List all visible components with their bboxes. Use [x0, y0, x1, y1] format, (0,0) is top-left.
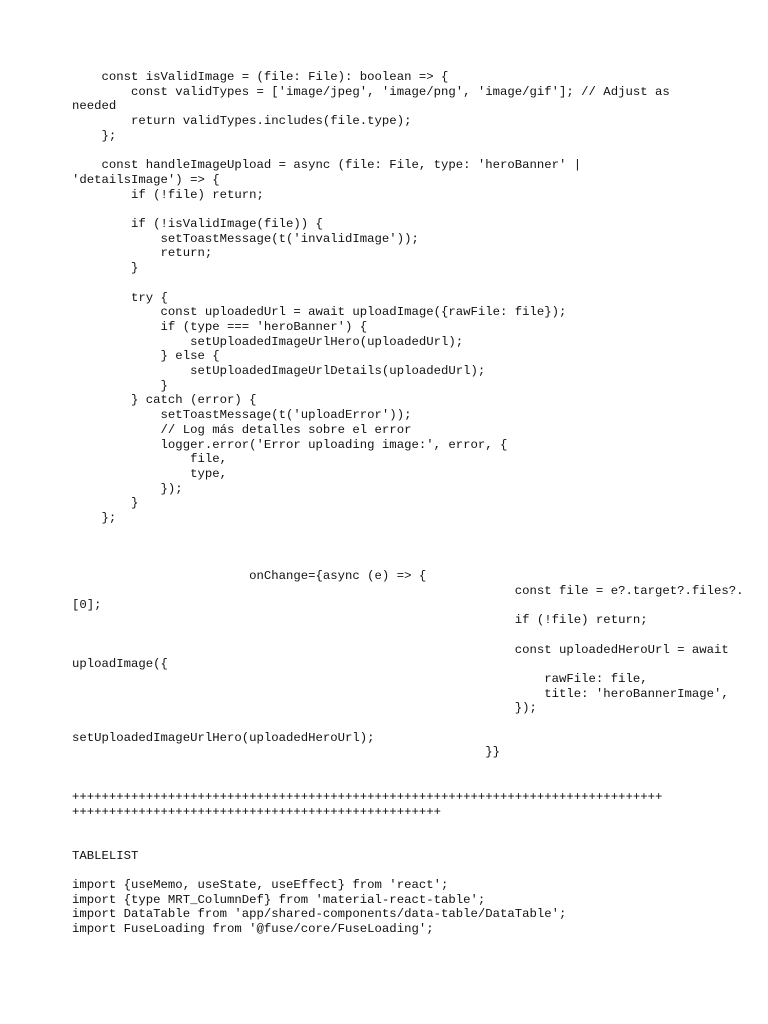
- code-block-validate-upload: const isValidImage = (file: File): boolean => { const validTypes = ['image/jpeg', 'image/png', 'image/gif']; // Adjust as needed return validTypes.includes(file.type); }; const handleImageUpload = async (file: File, type: 'heroBanner' | 'detailsImage') => { if (!file) return; if (!isValidImage(file)) { setToastMessage(t('invalidImage')); return; } try { const uploadedUrl = await uploadImage({rawFile: file}); if (type === 'heroBanner') { setUploadedImageUrlHero(uploadedUrl); } else { setUploadedImageUrlDetails(uploadedUrl); } } catch (error) { setToastMessage(t('uploadError')); // Log más detalles sobre el error logger.error('Error uploading image:', error, { file, type, }); } };: [72, 70, 670, 526]
- code-block-imports: import {useMemo, useState, useEffect} from 'react'; import {type MRT_ColumnDef} from 'material-react-table'; import DataTable from 'app/shared-components/data-table/DataTable'; import FuseLoading from '@fuse/core/FuseLoading';: [72, 878, 567, 937]
- section-heading: TABLELIST: [72, 849, 139, 863]
- separator-line: ++++++++++++++++++++++++++++++++++++++++++++++++++++++++++++++++++++++++++++++++ ++++++++++++++++++++++++++++++++++++++++++++++++++: [72, 790, 663, 819]
- code-block-onchange-handler: onChange={async (e) => { const file = e?.target?.files?. [0]; if (!file) return; const uploadedHeroUrl = await uploadImage({ rawFile: file, title: 'heroBannerImage', }); setUploadedImageUrlHero(uploadedHeroUrl); }}: [72, 569, 744, 760]
